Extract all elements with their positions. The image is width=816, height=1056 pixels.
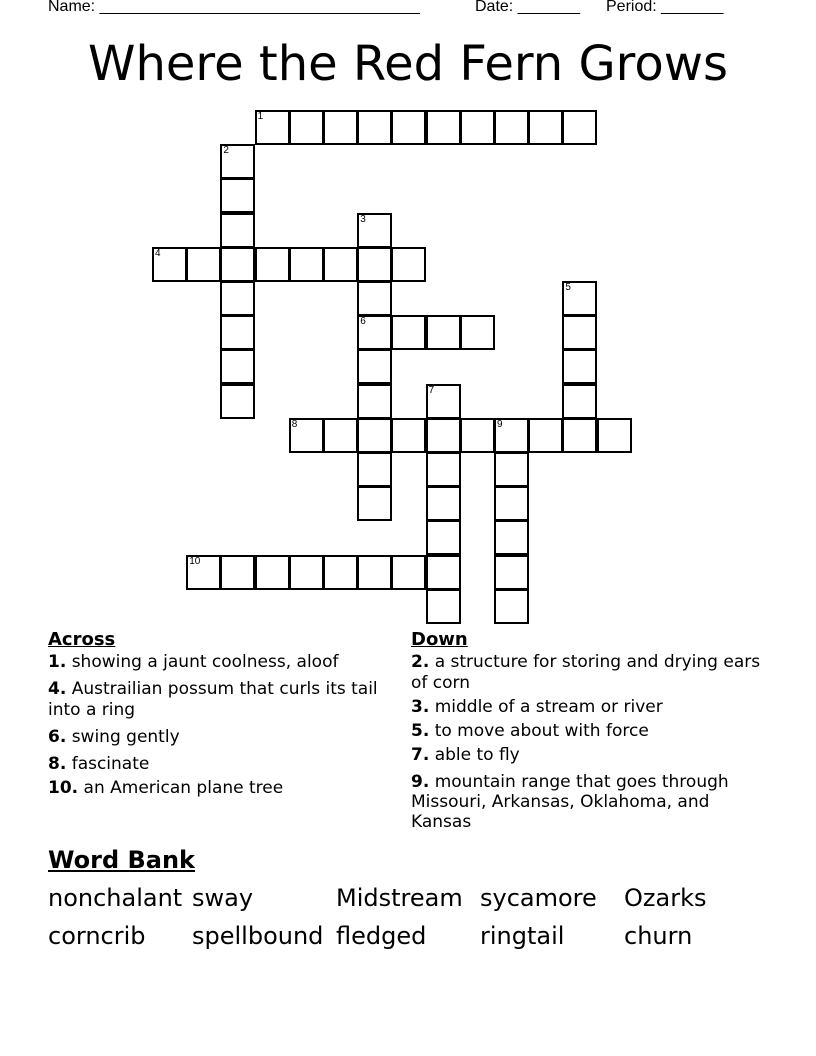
across-clue-4 [48, 679, 378, 721]
grid-cell[interactable] [494, 418, 529, 453]
grid-cell[interactable] [426, 589, 461, 624]
word-bank-word: sway [192, 884, 254, 912]
grid-cell[interactable] [186, 555, 221, 590]
clue-number: 7. [411, 745, 430, 765]
word-bank-word: nonchalant [48, 884, 183, 912]
grid-cell[interactable] [289, 555, 324, 590]
name-field[interactable]: Name: ____________________________________ [48, 0, 420, 15]
grid-cell[interactable] [528, 418, 563, 453]
clue-text: showing a jaunt coolness, aloof [71, 652, 339, 672]
down-clue-9 [411, 772, 761, 832]
across-clues [48, 628, 378, 805]
grid-cell[interactable] [562, 349, 597, 384]
word-bank-word: corncrib [48, 922, 146, 950]
grid-cell[interactable] [357, 486, 392, 521]
clue-number: 8. [48, 754, 67, 774]
word-bank-word: fledged [336, 922, 427, 950]
down-clue-2 [411, 652, 761, 694]
clue-text: mountain range that goes through Missouri, Arkansas, Oklahoma, and Kansas [411, 772, 729, 832]
grid-cell[interactable] [460, 418, 495, 453]
grid-cell[interactable] [426, 110, 461, 145]
grid-cell[interactable] [357, 384, 392, 419]
grid-cell[interactable] [494, 589, 529, 624]
clue-text: able to fly [434, 745, 520, 765]
word-bank-word: Ozarks [624, 884, 707, 912]
header-line [48, 0, 788, 20]
down-clue-7 [411, 745, 761, 766]
clue-number: 1. [48, 652, 67, 672]
grid-cell[interactable] [289, 247, 324, 282]
grid-cell[interactable] [220, 384, 255, 419]
period-field[interactable]: Period: _______ [606, 0, 724, 15]
grid-cell[interactable] [391, 110, 426, 145]
grid-cell[interactable] [186, 247, 221, 282]
word-bank-word: Midstream [336, 884, 463, 912]
word-bank-word: sycamore [480, 884, 597, 912]
clue-text: Austrailian possum that curls its tail into a ring [48, 679, 378, 720]
grid-cell[interactable] [357, 349, 392, 384]
clue-text: swing gently [71, 727, 180, 747]
down-clues [411, 628, 761, 838]
grid-cell[interactable] [255, 247, 290, 282]
grid-cell[interactable] [494, 110, 529, 145]
grid-cell[interactable] [220, 315, 255, 350]
clue-text: a structure for storing and drying ears of corn [411, 652, 761, 693]
grid-cell[interactable] [357, 418, 392, 453]
grid-cell[interactable] [562, 315, 597, 350]
cell-number: 7 [428, 384, 435, 396]
grid-cell[interactable] [391, 555, 426, 590]
grid-cell[interactable] [562, 110, 597, 145]
grid-cell[interactable] [562, 418, 597, 453]
grid-cell[interactable] [426, 384, 461, 419]
grid-cell[interactable] [426, 315, 461, 350]
grid-cell[interactable] [357, 110, 392, 145]
cell-number: 3 [360, 213, 366, 225]
grid-cell[interactable] [391, 315, 426, 350]
clue-number: 6. [48, 727, 67, 747]
grid-cell[interactable] [494, 555, 529, 590]
page-title: Where the Red Fern Grows [88, 36, 728, 92]
across-clue-6 [48, 727, 378, 748]
grid-cell[interactable] [391, 418, 426, 453]
grid-cell[interactable] [255, 110, 290, 145]
word-bank-word: spellbound [192, 922, 324, 950]
clue-number: 2. [411, 652, 430, 672]
grid-cell[interactable] [289, 110, 324, 145]
clue-number: 5. [411, 721, 430, 741]
grid-cell[interactable] [323, 247, 358, 282]
cell-number: 1 [257, 111, 264, 122]
cell-number: 5 [565, 282, 571, 293]
word-bank-word: churn [624, 922, 693, 950]
across-clue-10 [48, 778, 378, 799]
grid-cell[interactable] [357, 315, 392, 350]
grid-cell[interactable] [357, 555, 392, 590]
grid-cell[interactable] [562, 281, 597, 316]
grid-cell[interactable] [220, 178, 255, 213]
grid-cell[interactable] [460, 110, 495, 145]
grid-cell[interactable] [323, 110, 358, 145]
grid-cell[interactable] [597, 418, 632, 453]
grid-cell[interactable] [494, 520, 529, 555]
cell-number: 8 [291, 418, 298, 430]
grid-cell[interactable] [220, 247, 255, 282]
word-bank-title: Word Bank [48, 846, 196, 874]
cell-number: 2 [223, 145, 229, 157]
grid-cell[interactable] [220, 213, 255, 248]
grid-cell[interactable] [357, 247, 392, 282]
grid-cell[interactable] [426, 520, 461, 555]
grid-cell[interactable] [289, 418, 324, 453]
cell-number: 4 [155, 247, 161, 259]
grid-cell[interactable] [357, 452, 392, 487]
grid-cell[interactable] [220, 349, 255, 384]
cell-number: 10 [189, 555, 201, 567]
grid-cell[interactable] [528, 110, 563, 145]
clue-number: 4. [48, 679, 67, 699]
grid-cell[interactable] [562, 384, 597, 419]
grid-cell[interactable] [220, 555, 255, 590]
word-bank-word: ringtail [480, 922, 565, 950]
clue-number: 3. [411, 697, 430, 717]
grid-cell[interactable] [255, 555, 290, 590]
down-heading: Down [411, 629, 468, 650]
grid-cell[interactable] [426, 452, 461, 487]
clue-text: to move about with force [434, 721, 649, 741]
grid-cell[interactable] [220, 281, 255, 316]
date-field[interactable]: Date: _______ [475, 0, 580, 15]
across-clue-8 [48, 754, 378, 775]
grid-cell[interactable] [426, 555, 461, 590]
across-heading: Across [48, 629, 116, 650]
grid-cell[interactable] [357, 281, 392, 316]
clue-number: 10. [48, 778, 79, 798]
grid-cell[interactable] [391, 247, 426, 282]
grid-cell[interactable] [152, 247, 187, 282]
grid-cell[interactable] [357, 213, 392, 248]
cell-number: 9 [497, 418, 503, 430]
grid-cell[interactable] [460, 315, 495, 350]
clue-number: 9. [411, 772, 430, 792]
grid-cell[interactable] [494, 452, 529, 487]
clue-text: fascinate [71, 754, 150, 774]
grid-cell[interactable] [220, 144, 255, 179]
down-clue-3 [411, 697, 761, 718]
grid-cell[interactable] [494, 486, 529, 521]
clue-text: an American plane tree [83, 778, 284, 798]
across-clue-1 [48, 652, 378, 673]
grid-cell[interactable] [426, 486, 461, 521]
grid-cell[interactable] [323, 418, 358, 453]
grid-cell[interactable] [426, 418, 461, 453]
down-clue-5 [411, 721, 761, 742]
cell-number: 6 [360, 316, 366, 328]
grid-cell[interactable] [323, 555, 358, 590]
clue-text: middle of a stream or river [434, 697, 663, 717]
